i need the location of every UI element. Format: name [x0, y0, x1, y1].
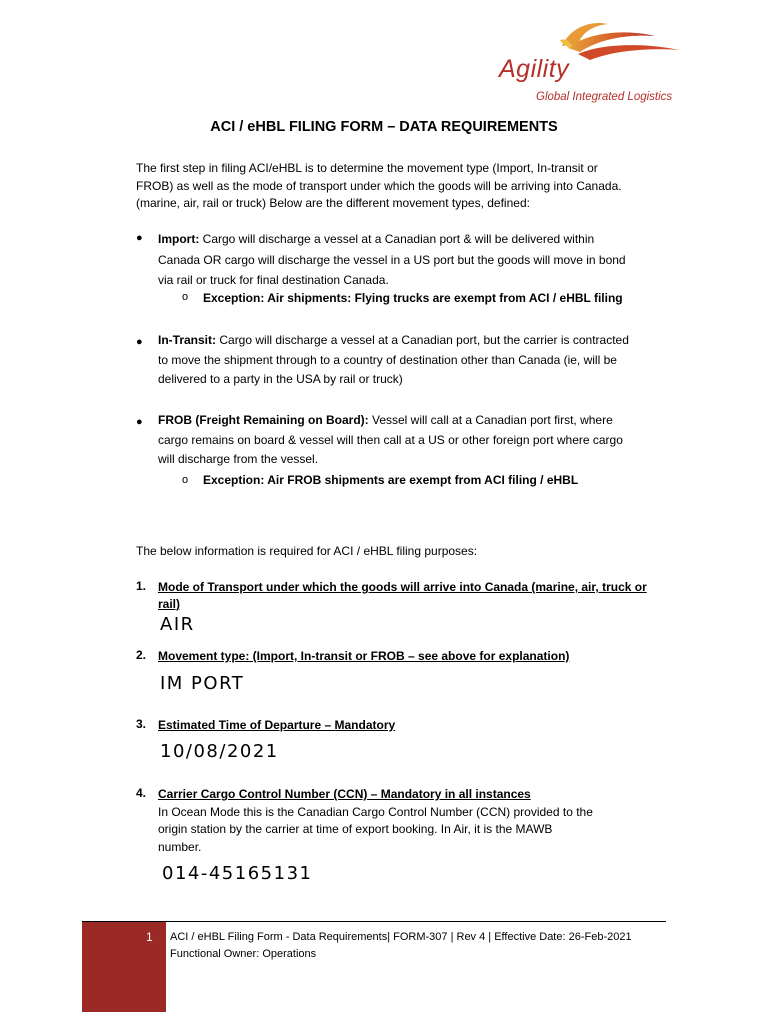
field-number: 1.	[136, 579, 147, 593]
movement-text: Canada OR cargo will discharge the vessel in a US port but the goods will move in bond	[158, 252, 626, 267]
field-label-line: rail)	[158, 597, 181, 611]
footer-accent-box	[82, 922, 166, 1012]
movement-text: cargo remains on board & vessel will then call at a US or other foreign port where cargo	[158, 432, 623, 447]
movement-text: Vessel will call at a Canadian port first, where	[368, 413, 613, 427]
brand-tagline: Global Integrated Logistics	[536, 91, 673, 103]
bullet-icon: ●	[136, 232, 143, 244]
field-label-ccn	[158, 786, 668, 856]
field-description-line: In Ocean Mode this is the Canadian Cargo Control Number (CCN) provided to the	[158, 804, 593, 819]
field-number: 2.	[136, 648, 147, 662]
field-description-line: origin station by the carrier at time of export booking. In Air, it is the MAWB	[158, 822, 553, 836]
movement-label: In-Transit:	[158, 333, 217, 347]
field-label-line: Mode of Transport under which the goods will arrive into Canada (marine, air, truck or	[158, 580, 647, 594]
answer-mode-of-transport: AIR	[160, 614, 195, 635]
bullet-icon: ●	[136, 336, 143, 348]
movement-text: will discharge from the vessel.	[158, 452, 319, 466]
intro-line: FROB) as well as the mode of transport under which the goods will be arriving into Canada.	[136, 178, 622, 193]
intro-line: The first step in filing ACI/eHBL is to determine the movement type (Import, In-transit or	[136, 161, 598, 175]
field-label-etd: Estimated Time of Departure – Mandatory	[158, 718, 396, 732]
field-label-line: Carrier Cargo Control Number (CCN) – Mandatory in all instances	[158, 787, 531, 801]
page-title: ACI / eHBL FILING FORM – DATA REQUIREMENTS	[210, 119, 558, 135]
footer-line: Functional Owner: Operations	[170, 948, 317, 960]
field-label-mode	[158, 579, 668, 613]
answer-ccn: 014-45165131	[162, 863, 313, 884]
movement-text: via rail or truck for final destination Canada.	[158, 273, 389, 287]
field-number: 4.	[136, 786, 147, 800]
movement-exception: Exception: Air shipments: Flying trucks are exempt from ACI / eHBL filing	[203, 291, 623, 305]
intro-paragraph	[136, 160, 666, 213]
brand-name: Agility	[499, 55, 570, 83]
movement-label: FROB (Freight Remaining on Board):	[158, 413, 369, 427]
field-description-line: number.	[158, 839, 202, 854]
footer-rule	[82, 921, 666, 922]
field-number: 3.	[136, 717, 147, 731]
movement-frob	[158, 411, 668, 470]
movement-text: Cargo will discharge a vessel at a Canadian port, but the carrier is contracted	[216, 333, 629, 347]
movement-exception: Exception: Air FROB shipments are exempt from ACI filing / eHBL	[203, 473, 579, 487]
movement-text: delivered to a party in the USA by rail or truck)	[158, 372, 403, 386]
sub-bullet-icon: o	[182, 474, 189, 486]
movement-text: Cargo will discharge a vessel at a Canadian port & will be delivered within	[199, 232, 595, 246]
required-intro: The below information is required for ACI / eHBL filing purposes:	[136, 544, 478, 558]
intro-line: (marine, air, rail or truck) Below are the different movement types, defined:	[136, 196, 530, 210]
movement-in-transit	[158, 331, 668, 390]
sub-bullet-icon: o	[182, 291, 189, 303]
footer-text	[170, 929, 632, 963]
movement-import	[158, 229, 668, 291]
movement-text: to move the shipment through to a country of destination other than Canada (ie, will be	[158, 352, 617, 367]
footer-line: ACI / eHBL Filing Form - Data Requirements| FORM-307 | Rev 4 | Effective Date: 26-Feb-2021	[170, 931, 632, 943]
field-label-movement-type: Movement type: (Import, In-transit or FROB – see above for explanation)	[158, 649, 570, 663]
answer-etd: 10/08/2021	[160, 741, 279, 762]
movement-label: Import:	[158, 232, 200, 246]
bullet-icon: ●	[136, 416, 143, 428]
page-number: 1	[146, 930, 153, 944]
answer-movement-type: IM PORT	[160, 673, 245, 694]
